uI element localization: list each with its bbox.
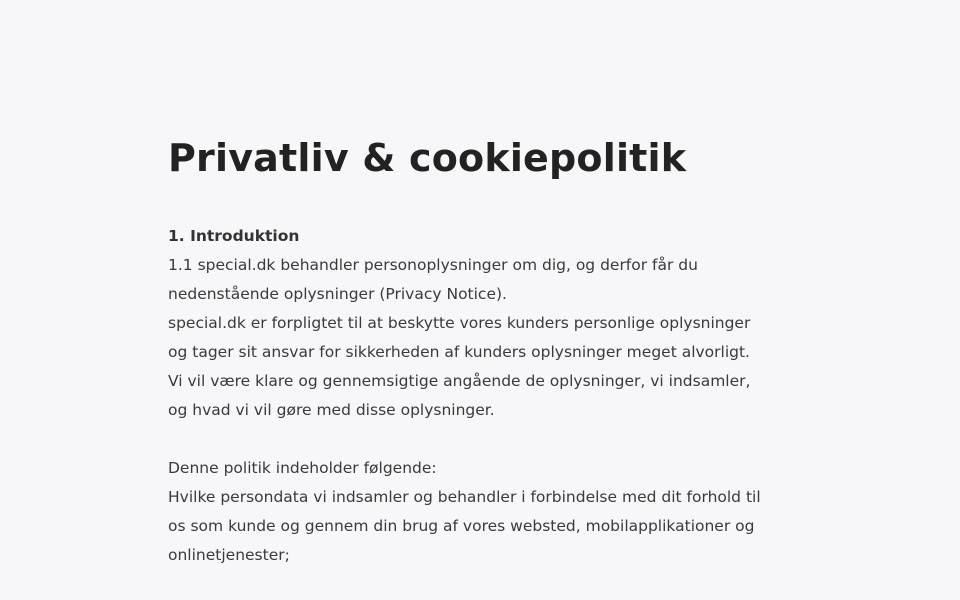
introduction-section — [168, 222, 808, 570]
intro-line: og hvad vi vil gøre med disse oplysninger. — [168, 401, 495, 419]
intro-line: special.dk er forpligtet til at beskytte vores kunders personlige oplysninger — [168, 314, 751, 332]
intro-line: og tager sit ansvar for sikkerheden af kunders oplysninger meget alvorligt. — [168, 343, 750, 361]
section-heading: 1. Introduktion — [168, 227, 300, 245]
intro-line: nedenstående oplysninger (Privacy Notice). — [168, 285, 507, 303]
contents-line: os som kunde og gennem din brug af vores websted, mobilapplikationer og — [168, 517, 755, 535]
paragraph-spacer — [168, 425, 808, 454]
intro-line: 1.1 special.dk behandler personoplysninger om dig, og derfor får du — [168, 256, 698, 274]
contents-line: Hvilke persondata vi indsamler og behandler i forbindelse med dit forhold til — [168, 488, 761, 506]
contents-lead: Denne politik indeholder følgende: — [168, 459, 437, 477]
policy-content — [168, 134, 808, 570]
contents-line: onlinetjenester; — [168, 546, 290, 564]
intro-line: Vi vil være klare og gennemsigtige angående de oplysninger, vi indsamler, — [168, 372, 751, 390]
page-title: Privatliv & cookiepolitik — [168, 136, 687, 180]
